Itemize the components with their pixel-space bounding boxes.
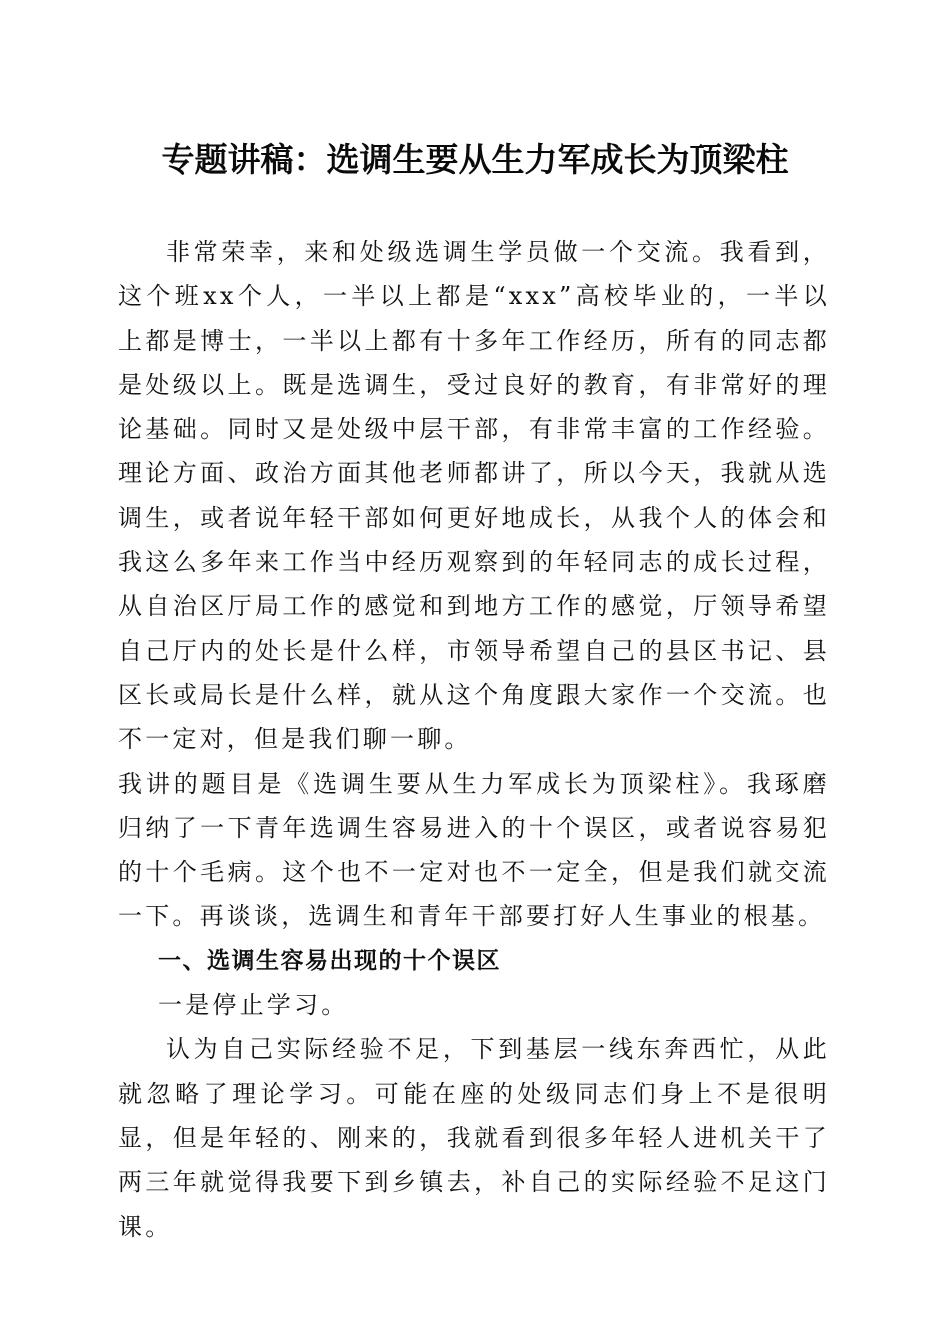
document-title: 专题讲稿：选调生要从生力军成长为顶梁柱 <box>161 140 789 179</box>
section-heading-1: 一、选调生容易出现的十个误区 <box>158 947 501 974</box>
point-body-1: 认为自己实际经验不足，下到基层一线东奔西忙，从此就忽略了理论学习。可能在座的处级同志们身上不是很明显，但是年轻的、刚来的，我就看到很多年轻人进机关干了两三年就觉得我要下到乡镇去，补自己的实际经验不足这门课。 <box>118 1035 830 1241</box>
intro-paragraph-1: 非常荣幸，来和处级选调生学员做一个交流。我看到，这个班xx个人，一半以上都是“xxx”高校毕业的，一半以上都是博士，一半以上都有十多年工作经历，所有的同志都是处级以上。既是选调生，受过良好的教育，有非常好的理论基础。同时又是处级中层干部，有非常丰富的工作经验。理论方面、政治方面其他老师都讲了，所以今天，我就从选调生，或者说年轻干部如何更好地成长，从我个人的体会和我这么多年来工作当中经历观察到的年轻同志的成长过程，从自治区厅局工作的感觉和到地方工作的感觉，厅领导希望自己厅内的处长是什么样，市领导希望自己的县区书记、县区长或局长是什么样，就从这个角度跟大家作一个交流。也不一定对，但是我们聊一聊。 <box>118 238 830 754</box>
intro-paragraph-2: 我讲的题目是《选调生要从生力军成长为顶梁柱》。我琢磨归纳了一下青年选调生容易进入的十个误区，或者说容易犯的十个毛病。这个也不一定对也不一定全，但是我们就交流一下。再谈谈，选调生和青年干部要打好人生事业的根基。 <box>118 769 830 931</box>
document-body <box>118 230 830 1249</box>
point-heading-1: 一是停止学习。 <box>158 991 349 1020</box>
